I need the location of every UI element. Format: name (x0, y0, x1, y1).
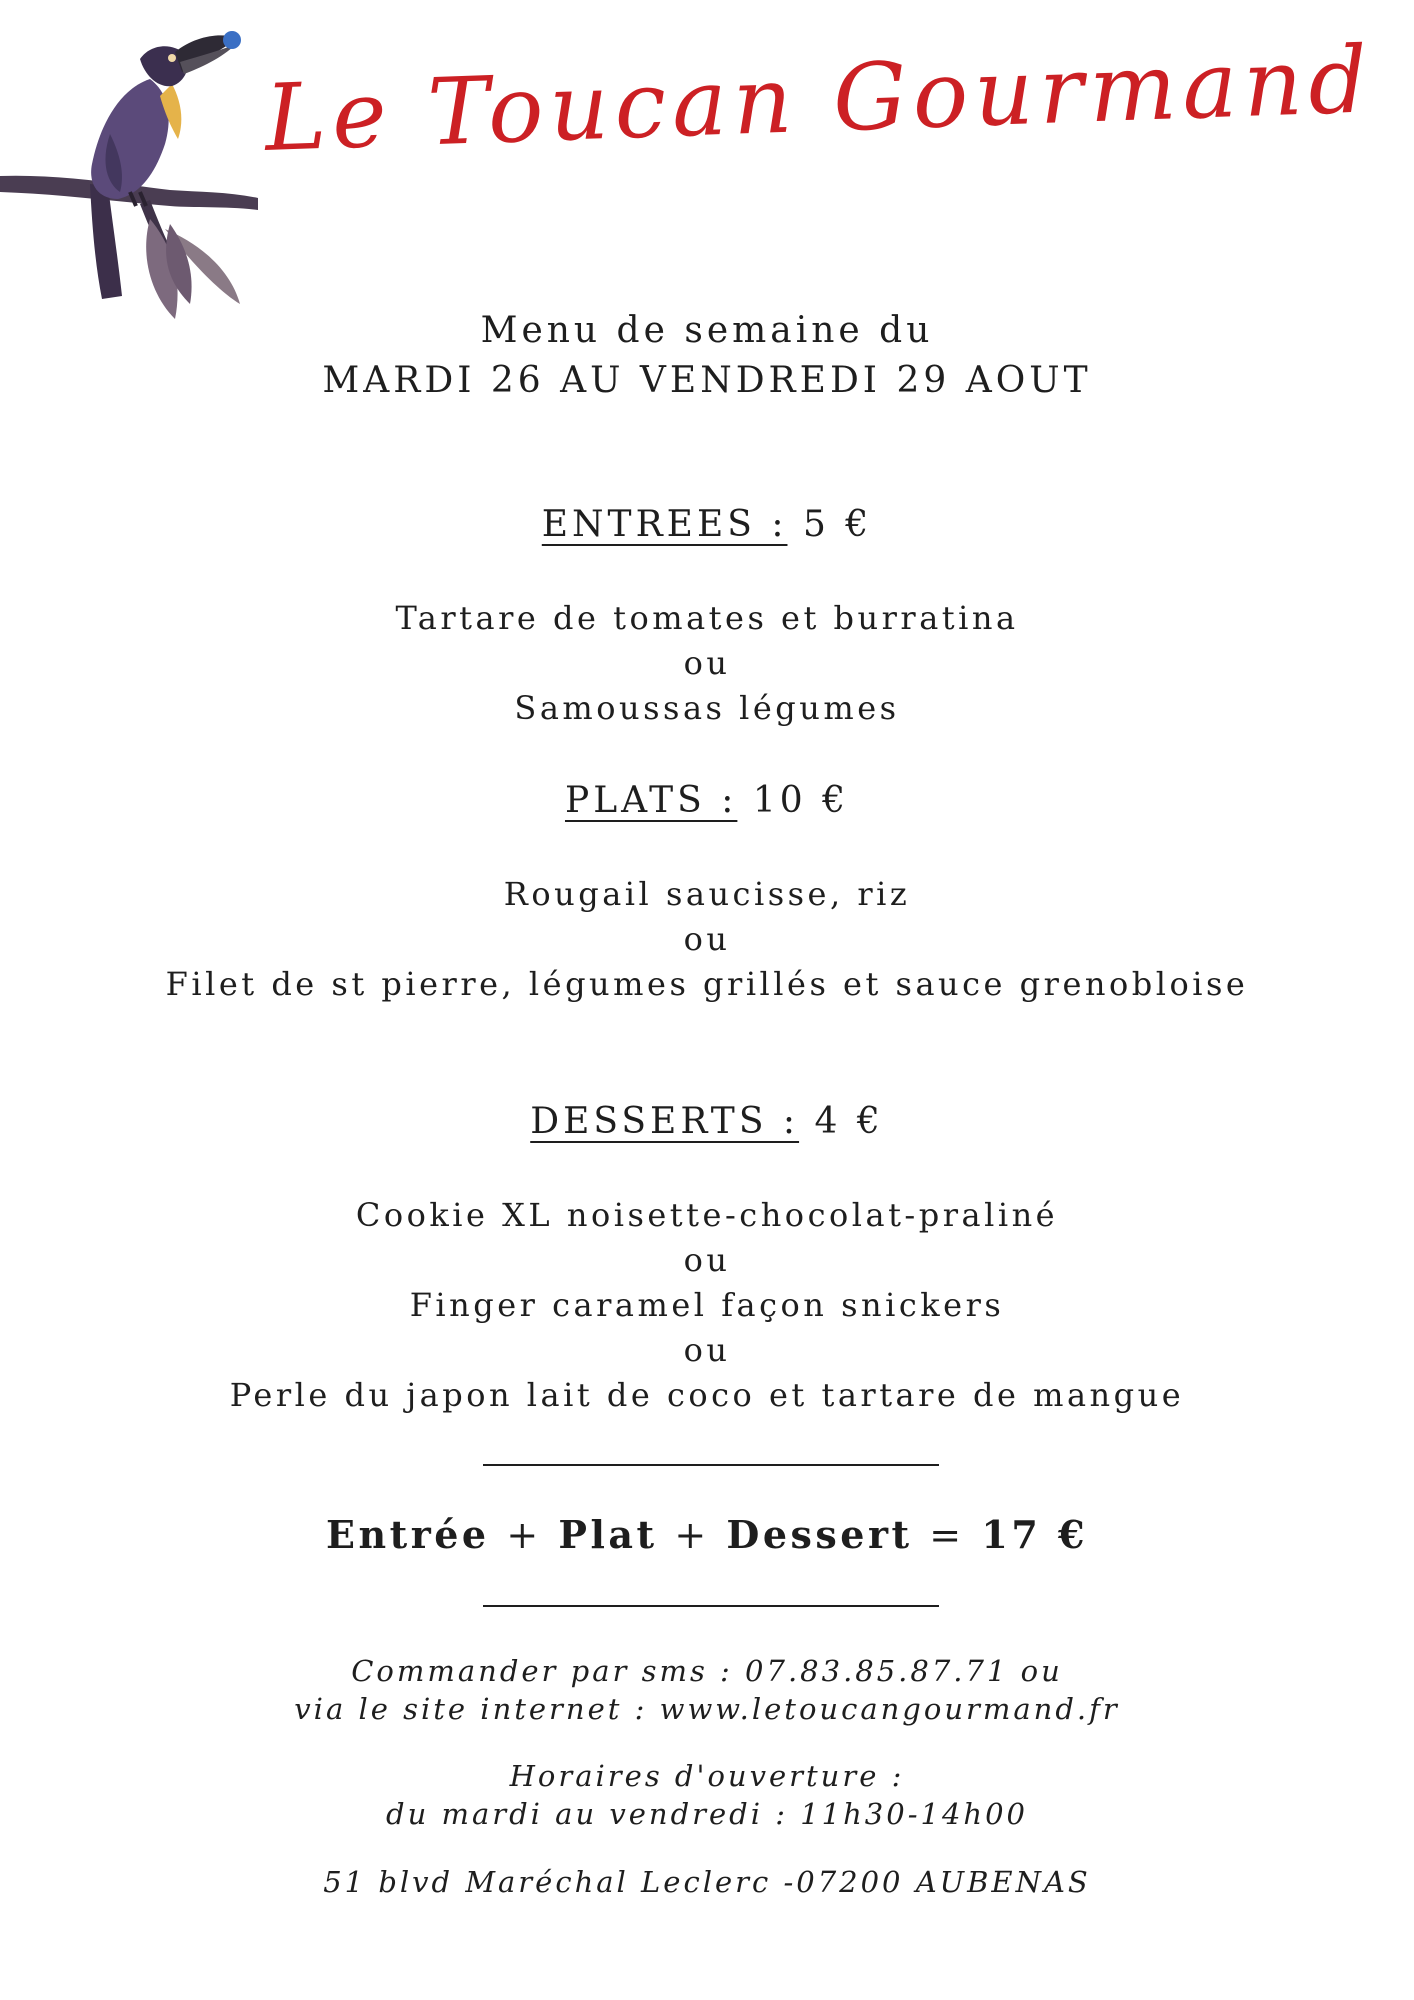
list-item: Cookie XL noisette-chocolat-praliné (355, 1196, 1059, 1234)
toucan-on-branch-icon (0, 14, 270, 324)
plats-list (0, 872, 1414, 1007)
hours-title: Horaires d'ouverture : (509, 1759, 905, 1793)
order-line-sms: Commander par sms : 07.83.85.87.71 ou (351, 1654, 1063, 1688)
entrees-price: 5 € (802, 504, 873, 545)
order-line-website: via le site internet : www.letoucangourmand.fr (294, 1692, 1120, 1726)
or-separator: ou (683, 644, 731, 682)
list-item: Filet de st pierre, légumes grillés et sauce grenobloise (165, 965, 1249, 1003)
plats-heading (0, 778, 1414, 824)
desserts-list (0, 1193, 1414, 1418)
divider-top (483, 1464, 939, 1466)
formula-plat: Plat (558, 1512, 658, 1557)
formula-plus-1: + (506, 1513, 542, 1557)
desserts-price: 4 € (814, 1101, 884, 1142)
brand-header (263, 26, 1376, 225)
address-line: 51 blvd Maréchal Leclerc -07200 AUBENAS (323, 1865, 1091, 1899)
or-separator: ou (683, 1241, 731, 1279)
divider-bottom (483, 1605, 939, 1607)
address (0, 1863, 1414, 1901)
week-heading (0, 306, 1414, 406)
entrees-list (0, 596, 1414, 731)
list-item: Finger caramel façon snickers (409, 1286, 1005, 1324)
week-heading-line2: MARDI 26 AU VENDREDI 29 AOUT (322, 360, 1092, 401)
or-separator: ou (683, 920, 731, 958)
order-info (0, 1652, 1414, 1728)
formula-dessert: Dessert (726, 1512, 913, 1557)
week-heading-line1: Menu de semaine du (480, 310, 934, 351)
hours-value: du mardi au vendredi : 11h30-14h00 (386, 1797, 1028, 1831)
desserts-heading (0, 1099, 1414, 1145)
formula-line (0, 1510, 1414, 1560)
formula-equals: = (929, 1513, 965, 1557)
list-item: Tartare de tomates et burratina (395, 599, 1019, 637)
entrees-heading (0, 502, 1414, 548)
plats-price: 10 € (752, 780, 849, 821)
plats-label: PLATS : (564, 780, 738, 821)
formula-entree: Entrée (326, 1512, 490, 1557)
formula-plus-2: + (674, 1513, 710, 1557)
desserts-label: DESSERTS : (530, 1101, 800, 1142)
opening-hours (0, 1757, 1414, 1833)
list-item: Samoussas légumes (514, 689, 900, 727)
list-item: Perle du japon lait de coco et tartare de mangue (229, 1376, 1185, 1414)
list-item: Rougail saucisse, riz (503, 875, 911, 913)
or-separator: ou (683, 1331, 731, 1369)
entrees-label: ENTREES : (541, 504, 788, 545)
brand-title: Le Toucan Gourmand (263, 26, 1376, 172)
formula-price: 17 € (981, 1512, 1088, 1557)
